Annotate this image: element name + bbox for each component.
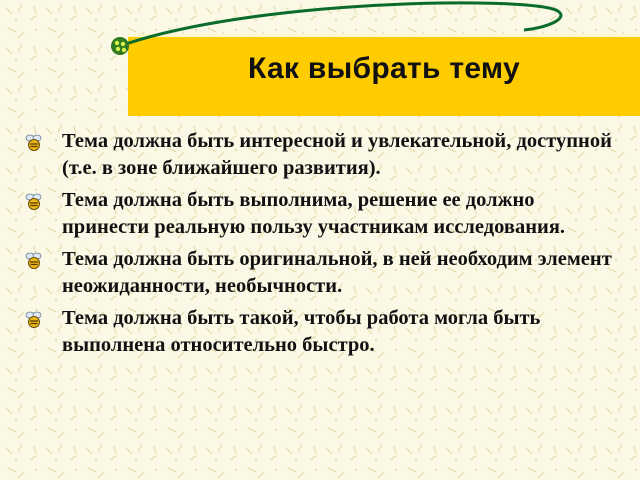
list-item <box>24 187 624 241</box>
list-item-text: Тема должна быть интересной и увлекательной, доступной (т.е. в зоне ближайшего развития). <box>62 130 612 179</box>
list-item <box>24 305 624 359</box>
bee-icon <box>24 251 44 271</box>
list-item-text: Тема должна быть такой, чтобы работа могла быть выполнена относительно быстро. <box>62 307 541 356</box>
bee-icon <box>24 192 44 212</box>
list-item <box>24 128 624 182</box>
list-item-text: Тема должна быть оригинальной, в ней необходим элемент неожиданности, необычности. <box>62 248 612 297</box>
list-item-text: Тема должна быть выполнима, решение ее должно принести реальную пользу участникам исследования. <box>62 189 566 238</box>
list-item <box>24 246 624 300</box>
slide-title: Как выбрать тему <box>247 52 521 85</box>
bee-icon <box>24 133 44 153</box>
bullet-list <box>24 128 624 364</box>
bee-icon <box>24 310 44 330</box>
